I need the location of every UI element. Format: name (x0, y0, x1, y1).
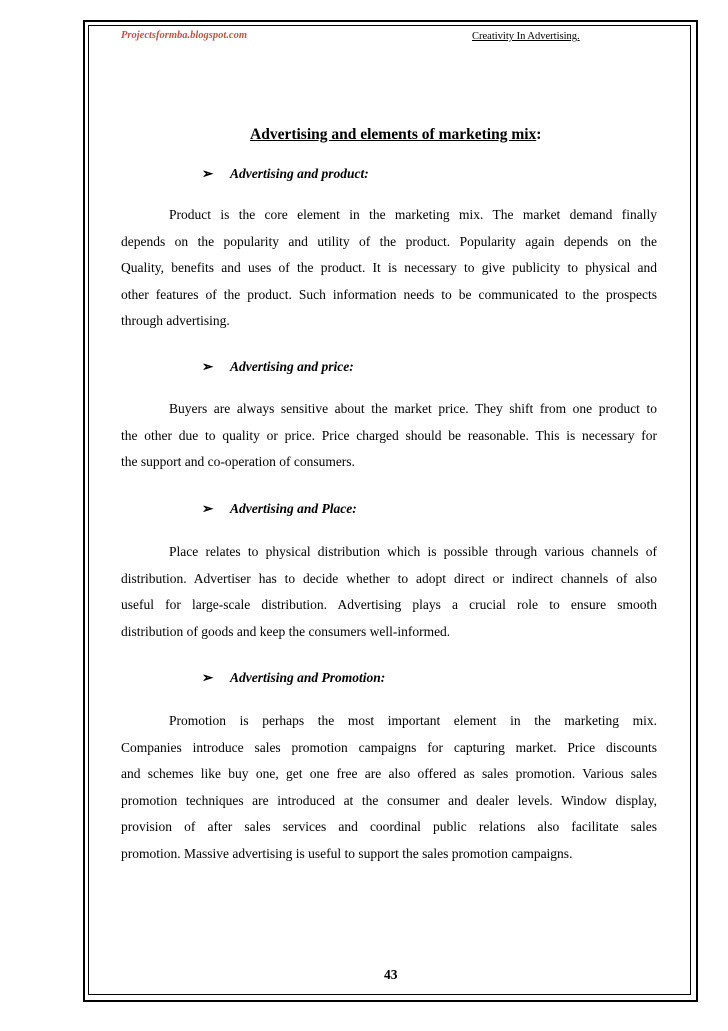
paragraph-place (121, 539, 657, 645)
page-title-text: Advertising and elements of marketing mix (250, 126, 537, 143)
section-heading-text: Advertising and product: (230, 166, 369, 181)
paragraph-line: depends on the popularity and utility of the product. Popularity again depends on the (121, 233, 657, 249)
page-title (250, 126, 541, 144)
section-heading-place (202, 501, 357, 517)
header-site: Projectsformba.blogspot.com (121, 30, 247, 41)
paragraph-line: through advertising. (121, 313, 230, 329)
paragraph-line: promotion techniques are introduced at the consumer and dealer levels. Window display, (121, 792, 657, 808)
paragraph-line: provision of after sales services and coordinal public relations also facilitate sales (121, 819, 657, 835)
paragraph-line: Promotion is perhaps the most important element in the marketing mix. (169, 713, 657, 728)
paragraph-line: distribution. Advertiser has to decide whether to adopt direct or indirect channels of also (121, 570, 657, 586)
paragraph-line: the other due to quality or price. Price charged should be reasonable. This is necessary for (121, 427, 657, 443)
paragraph-line: Place relates to physical distribution which is possible through various channels of (169, 544, 657, 559)
paragraph-line: Companies introduce sales promotion campaigns for capturing market. Price discounts (121, 739, 657, 755)
section-heading-text: Advertising and Place: (230, 501, 357, 516)
paragraph-line: useful for large-scale distribution. Advertising plays a crucial role to ensure smooth (121, 597, 657, 613)
section-heading-price (202, 359, 354, 375)
page-number: 43 (384, 967, 398, 982)
paragraph-product (121, 202, 657, 335)
paragraph-line: promotion. Massive advertising is useful to support the sales promotion campaigns. (121, 845, 573, 861)
paragraph-promotion (121, 708, 657, 868)
paragraph-line: Buyers are always sensitive about the market price. They shift from one product to (169, 401, 657, 416)
section-heading-product (202, 166, 369, 182)
paragraph-price (121, 396, 657, 476)
paragraph-line: Quality, benefits and uses of the product. It is necessary to give publicity to physical and (121, 260, 657, 276)
section-heading-text: Advertising and Promotion: (230, 670, 386, 685)
page-title-colon: : (536, 126, 542, 143)
paragraph-line: the support and co-operation of consumers. (121, 454, 355, 470)
arrow-bullet-icon: ➢ (202, 501, 214, 516)
section-heading-promotion (202, 670, 385, 686)
arrow-bullet-icon: ➢ (202, 166, 214, 181)
arrow-bullet-icon: ➢ (202, 670, 214, 685)
arrow-bullet-icon: ➢ (202, 359, 214, 374)
section-heading-text: Advertising and price: (230, 359, 354, 374)
paragraph-line: Product is the core element in the marketing mix. The market demand finally (169, 207, 657, 222)
paragraph-line: and schemes like buy one, get one free are also offered as sales promotion. Various sales (121, 766, 657, 782)
header-document-title: Creativity In Advertising. (472, 31, 580, 42)
paragraph-line: distribution of goods and keep the consumers well-informed. (121, 623, 451, 639)
paragraph-line: other features of the product. Such information needs to be communicated to the prospects (121, 286, 657, 302)
